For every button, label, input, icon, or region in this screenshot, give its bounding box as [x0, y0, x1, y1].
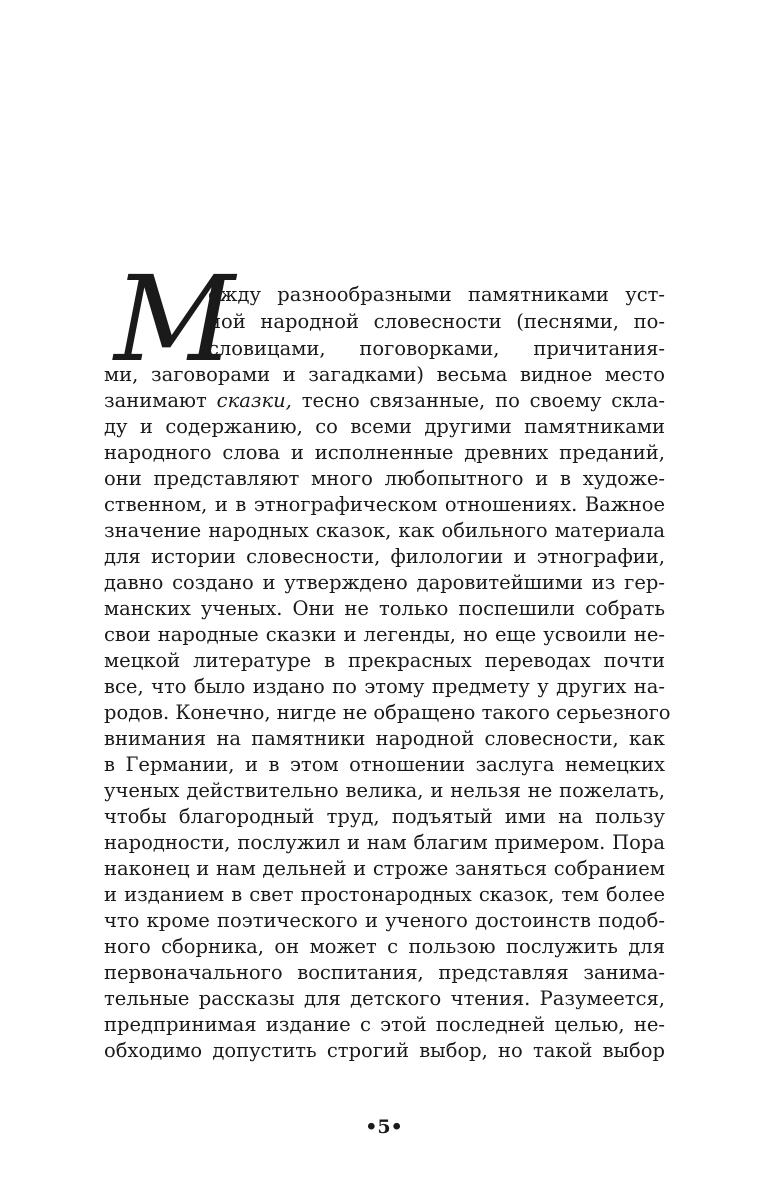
text-line: родов. Конечно, нигде не обращено такого серьезного	[104, 701, 671, 724]
svg-text:М: М	[114, 250, 235, 388]
text-line: они представляют много любопытного и в художе-	[104, 467, 665, 490]
dropcap-letter	[112, 250, 235, 388]
text-line: в Германии, и в этом отношении заслуга немецких	[104, 753, 665, 776]
page-number: •5•	[365, 1116, 403, 1138]
text-line: народности, послужил и нам благим примером. Пора	[104, 831, 665, 854]
text-line: первоначального воспитания, представляя занима-	[104, 961, 665, 984]
text-line: ежду разнообразными памятниками уст-	[208, 283, 665, 306]
text-line: ного сборника, он может с пользою послужить для	[104, 935, 665, 958]
text-line: ду и содержанию, со всеми другими памятниками	[104, 415, 665, 438]
text-line: ственном, и в этнографическом отношениях. Важное	[104, 493, 665, 516]
text-line: для истории словесности, филологии и этнографии,	[104, 545, 665, 568]
text-line: обходимо допустить строгий выбор, но такой выбор	[104, 1039, 665, 1062]
text-line: наконец и нам дельней и строже заняться собранием	[104, 857, 665, 880]
text-line: ученых действительно велика, и нельзя не пожелать,	[104, 779, 665, 802]
text-line: ной народной словесности (песнями, по-	[208, 310, 665, 333]
text-line: предпринимая издание с этой последней целью, не-	[104, 1013, 665, 1036]
text-line: внимания на памятники народной словесности, как	[104, 727, 665, 750]
text-line: мецкой литературе в прекрасных переводах почти	[104, 649, 665, 672]
emphasis-word: сказки,	[216, 389, 292, 412]
text-line: тельные рассказы для детского чтения. Разумеется,	[104, 987, 665, 1010]
text-line: что кроме поэтического и ученого достоинств подоб-	[104, 909, 665, 932]
text-line	[104, 388, 665, 414]
text-line: значение народных сказок, как обильного материала	[104, 519, 665, 542]
text-line: давно создано и утверждено даровитейшими из гер-	[104, 571, 665, 594]
text-line: чтобы благородный труд, подъятый ими на пользу	[104, 805, 665, 828]
text-line: все, что было издано по этому предмету у других на-	[104, 675, 665, 698]
text-line: народного слова и исполненные древних преданий,	[104, 441, 665, 464]
text-segment: тесно связанные, по своему скла-	[291, 389, 666, 412]
text-line: свои народные сказки и легенды, но еще усвоили не-	[104, 623, 665, 646]
text-line: ми, заговорами и загадками) весьма видное место	[104, 363, 665, 386]
text-line: и изданием в свет простонародных сказок, тем более	[104, 883, 665, 906]
text-line: манских ученых. Они не только поспешили собрать	[104, 597, 665, 620]
text-segment: занимают	[104, 389, 217, 412]
text-line: словицами, поговорками, причитания-	[208, 337, 665, 360]
